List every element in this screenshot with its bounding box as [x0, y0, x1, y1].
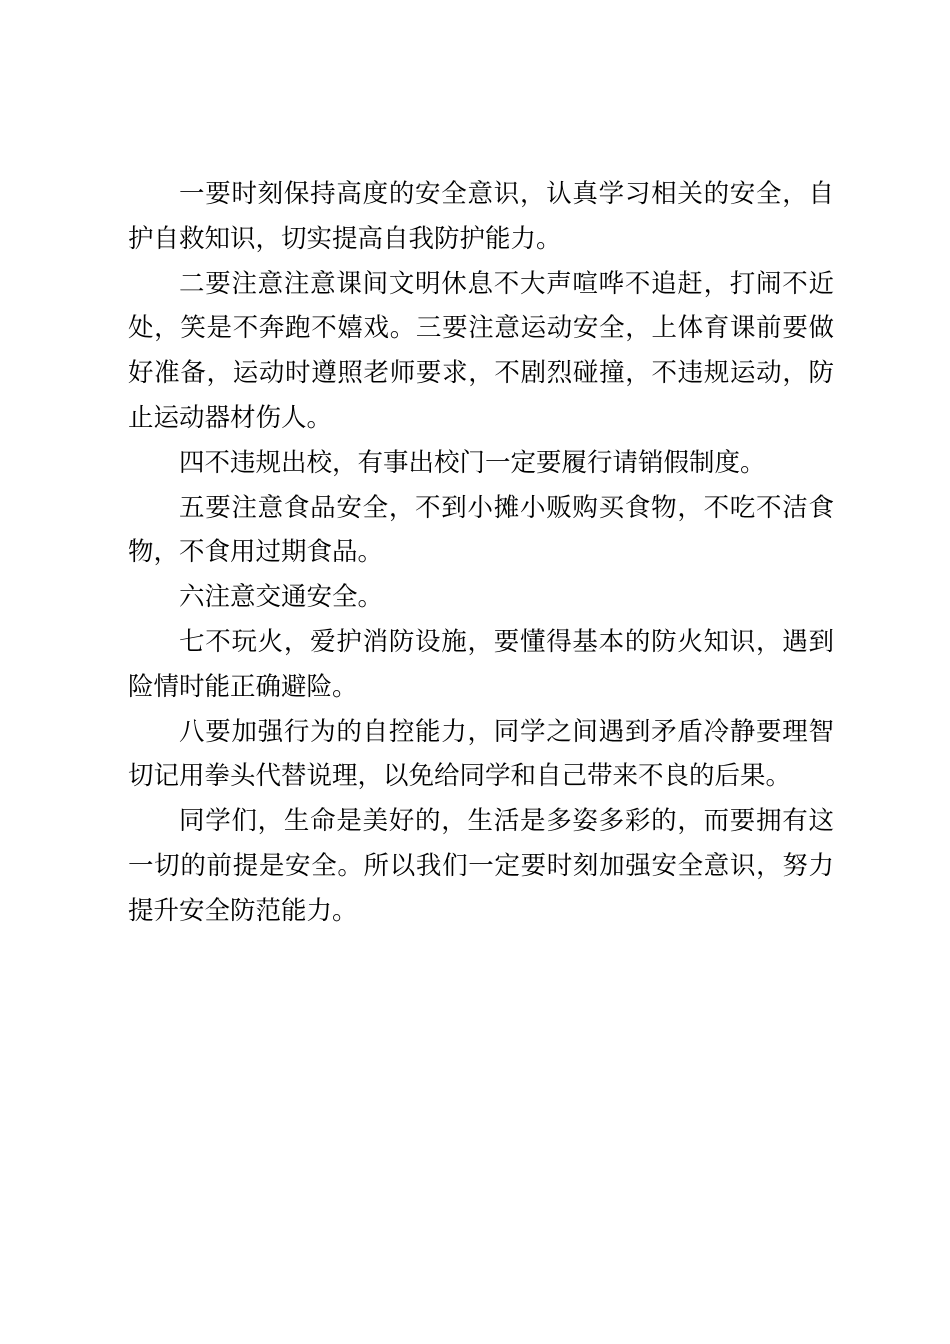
paragraph-4: 五要注意食品安全，不到小摊小贩购买食物，不吃不洁食物，不食用过期食品。	[128, 492, 834, 568]
document-body	[128, 172, 834, 934]
paragraph-8: 同学们，生命是美好的，生活是多姿多彩的，而要拥有这一切的前提是安全。所以我们一定要时刻加强安全意识，努力提升安全防范能力。	[128, 806, 834, 926]
paragraph-3: 四不违规出校，有事出校门一定要履行请销假制度。	[179, 447, 766, 478]
paragraph-1: 一要时刻保持高度的安全意识，认真学习相关的安全，自护自救知识，切实提高自我防护能力。	[128, 179, 834, 254]
paragraph-6: 七不玩火，爱护消防设施，要懂得基本的防火知识，遇到险情时能正确避险。	[128, 626, 834, 702]
paragraph-7: 八要加强行为的自控能力，同学之间遇到矛盾冷静要理智切记用拳头代替说理，以免给同学和自己带来不良的后果。	[128, 716, 834, 792]
paragraph-2: 二要注意注意课间文明休息不大声喧哗不追赶，打闹不近处，笑是不奔跑不嬉戏。三要注意运动安全，上体育课前要做好准备，运动时遵照老师要求，不剧烈碰撞，不违规运动，防止运动器材伤人。	[128, 268, 834, 433]
paragraph-5: 六注意交通安全。	[179, 582, 384, 613]
